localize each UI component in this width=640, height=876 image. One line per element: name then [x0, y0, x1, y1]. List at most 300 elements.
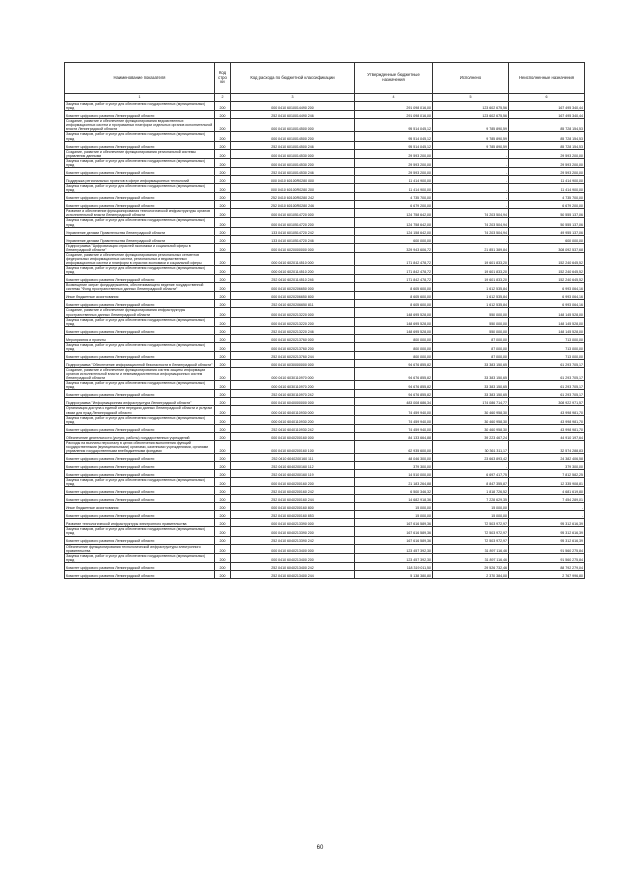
- cell-executed: 87 000,00: [433, 334, 509, 342]
- cell-name: Закупка товаров, работ и услуг для обеспечения государственных (муниципальных) нужд: [65, 158, 215, 167]
- cell-classification-code: 000 0410 6010014500 000: [231, 119, 355, 132]
- cell-line-code: 200: [215, 390, 231, 398]
- cell-executed: 87 000,00: [433, 342, 509, 351]
- cell-classification-code: 252 0410 6040213400 244: [231, 570, 355, 578]
- table-row: [65, 398, 585, 406]
- cell-classification-code: 000 0410 60100R0280 000: [231, 176, 355, 184]
- cell-classification-code: 000 0410 6020206650 800: [231, 292, 355, 300]
- table-row: [65, 193, 585, 201]
- cell-executed: 6 697 417,75: [433, 470, 509, 478]
- cell-approved: 167 616 589,36: [355, 536, 433, 544]
- cell-name: Закупка товаров, работ и услуг для обеспечения государственных (муниципальных) нужд: [65, 478, 215, 487]
- cell-unexecuted: 49 955 137,06: [509, 227, 585, 235]
- cell-executed: 33 383 150,65: [433, 368, 509, 381]
- cell-approved: 74 459 940,00: [355, 415, 433, 424]
- cell-line-code: 200: [215, 553, 231, 562]
- cell-executed: 33 383 150,65: [433, 390, 509, 398]
- cell-line-code: 200: [215, 360, 231, 368]
- table-row: [65, 218, 585, 227]
- cell-line-code: 200: [215, 570, 231, 578]
- cell-classification-code: 252 0410 6040213400 242: [231, 562, 355, 570]
- cell-line-code: 200: [215, 275, 231, 283]
- cell-executed: 15 000,00: [433, 511, 509, 519]
- cell-unexecuted: 95 312 616,39: [509, 527, 585, 536]
- table-row: [65, 283, 585, 292]
- cell-approved: 29 593 200,00: [355, 149, 433, 158]
- cell-classification-code: 252 0410 6040110930 242: [231, 424, 355, 432]
- cell-unexecuted: 148 145 528,00: [509, 317, 585, 326]
- cell-approved: 15 000,00: [355, 503, 433, 511]
- cell-name: Создание, развитие и обеспечение функционирования региональной системы управления данными: [65, 149, 215, 158]
- cell-line-code: 200: [215, 243, 231, 252]
- cell-approved: 94 676 855,82: [355, 360, 433, 368]
- cell-approved: 94 676 855,82: [355, 368, 433, 381]
- budget-report-page: [64, 62, 584, 579]
- cell-line-code: 200: [215, 398, 231, 406]
- cell-executed: 87 000,00: [433, 352, 509, 360]
- table-row: [65, 381, 585, 390]
- cell-approved: 124 758 642,00: [355, 218, 433, 227]
- cell-name: Закупка товаров, работ и услуг для обеспечения государственных (муниципальных) нужд: [65, 342, 215, 351]
- header-classification-code: Код расхода по бюджетной классификации: [231, 63, 355, 94]
- cell-approved: 291 098 016,00: [355, 111, 433, 119]
- table-row: [65, 536, 585, 544]
- cell-unexecuted: 61 293 705,17: [509, 381, 585, 390]
- cell-classification-code: 252 0410 6010014500 246: [231, 141, 355, 149]
- cell-unexecuted: 29 593 200,00: [509, 158, 585, 167]
- cell-classification-code: 000 0410 6010014530 000: [231, 149, 355, 158]
- cell-name: Иные бюджетные ассигнования: [65, 292, 215, 300]
- cell-unexecuted: -: [509, 511, 585, 519]
- cell-approved: 171 842 478,72: [355, 275, 433, 283]
- cell-classification-code: 000 0410 60100R0280 200: [231, 184, 355, 193]
- table-row: [65, 275, 585, 283]
- cell-approved: 21 183 264,88: [355, 478, 433, 487]
- cell-line-code: 200: [215, 381, 231, 390]
- cell-name: Мероприятия и проекты: [65, 334, 215, 342]
- cell-line-code: 200: [215, 352, 231, 360]
- table-row: [65, 209, 585, 218]
- cell-executed: 9 785 890,59: [433, 119, 509, 132]
- cell-approved: 600 000,00: [355, 235, 433, 243]
- cell-approved: 74 459 940,00: [355, 424, 433, 432]
- cell-classification-code: 000 0410 6040000000 000: [231, 398, 355, 406]
- cell-approved: 62 935 600,00: [355, 440, 433, 453]
- cell-name: Обеспечение функционирования технологической инфраструктуры электронного правительства: [65, 544, 215, 553]
- cell-unexecuted: 600 000,00: [509, 235, 585, 243]
- cell-classification-code: 252 0410 6040200160 242: [231, 487, 355, 495]
- cell-unexecuted: 29 593 200,00: [509, 149, 585, 158]
- cell-classification-code: 000 0410 6020213220 000: [231, 308, 355, 317]
- cell-executed: 1 612 535,84: [433, 283, 509, 292]
- cell-name: Комитет цифрового развития Ленинградской области: [65, 495, 215, 503]
- cell-line-code: 200: [215, 424, 231, 432]
- cell-line-code: 200: [215, 132, 231, 141]
- table-row: [65, 415, 585, 424]
- cell-classification-code: 000 0410 6020213220 200: [231, 317, 355, 326]
- cell-approved: 15 000,00: [355, 511, 433, 519]
- table-row: [65, 544, 585, 553]
- cell-executed: 33 383 150,65: [433, 360, 509, 368]
- cell-approved: 123 457 392,30: [355, 544, 433, 553]
- cell-classification-code: 000 0410 6020213760 000: [231, 334, 355, 342]
- cell-classification-code: 000 0410 6040110930 200: [231, 415, 355, 424]
- table-row: [65, 235, 585, 243]
- table-row: [65, 292, 585, 300]
- cell-line-code: 200: [215, 519, 231, 527]
- cell-classification-code: 252 0410 6040200160 112: [231, 462, 355, 470]
- cell-line-code: 200: [215, 487, 231, 495]
- cell-approved: 800 000,00: [355, 352, 433, 360]
- cell-name: Управление делами Правительства Ленинградской области: [65, 235, 215, 243]
- table-row: [65, 406, 585, 415]
- cell-approved: 124 758 642,00: [355, 209, 433, 218]
- cell-classification-code: 252 0410 6020213220 246: [231, 326, 355, 334]
- cell-name: Закупка товаров, работ и услуг для обеспечения государственных (муниципальных) нужд: [65, 102, 215, 111]
- cell-unexecuted: 95 312 616,39: [509, 536, 585, 544]
- cell-name: Создание, развитие и обеспечение функционирования региональных сегментов федеральных информационных систем, региональных и ведомственных информационных систем и платформ в отраслях экономики и социальной сферы: [65, 252, 215, 265]
- cell-line-code: 200: [215, 527, 231, 536]
- cell-name: Расходы на выплаты персоналу в целях обеспечения выполнения функций государственными (муниципальными) органами, казенными учреждениями, органами управления государственными внебюджетными фондами: [65, 440, 215, 453]
- cell-approved: 483 008 686,34: [355, 398, 433, 406]
- cell-classification-code: 000 0410 6010014530 200: [231, 158, 355, 167]
- cell-line-code: 200: [215, 503, 231, 511]
- cell-name: Комитет цифрового развития Ленинградской области: [65, 536, 215, 544]
- cell-line-code: 200: [215, 334, 231, 342]
- cell-name: Управление делами Правительства Ленинградской области: [65, 227, 215, 235]
- cell-executed: 72 503 972,97: [433, 527, 509, 536]
- cell-name: Комитет цифрового развития Ленинградской области: [65, 201, 215, 209]
- cell-executed: 123 602 675,56: [433, 102, 509, 111]
- cell-classification-code: 000 0410 6020206650 000: [231, 283, 355, 292]
- cell-approved: 8 605 600,00: [355, 283, 433, 292]
- cell-name: Подпрограмма "Информационная инфраструктура Ленинградской области": [65, 398, 215, 406]
- cell-name: Иные бюджетные ассигнования: [65, 503, 215, 511]
- cell-name: Подпрограмма "Цифровизация отраслей экономики и социальной сферы в Ленинградской области": [65, 243, 215, 252]
- cell-classification-code: 000 0410 6030110970 200: [231, 381, 355, 390]
- cell-approved: 6 500 346,32: [355, 487, 433, 495]
- table-row: [65, 570, 585, 578]
- cell-line-code: 200: [215, 342, 231, 351]
- cell-classification-code: 252 0410 6040213390 242: [231, 536, 355, 544]
- table-row: [65, 317, 585, 326]
- header-approved: Утвержденные бюджетные назначения: [355, 63, 433, 94]
- cell-line-code: 200: [215, 111, 231, 119]
- cell-approved: 95 514 045,12: [355, 132, 433, 141]
- cell-line-code: 200: [215, 470, 231, 478]
- cell-unexecuted: 11 414 900,00: [509, 176, 585, 184]
- cell-approved: 14 682 918,36: [355, 495, 433, 503]
- cell-classification-code: 000 0410 6020114510 200: [231, 266, 355, 275]
- table-row: [65, 503, 585, 511]
- cell-unexecuted: 43 998 981,70: [509, 424, 585, 432]
- cell-executed: 9 785 890,59: [433, 132, 509, 141]
- table-row: [65, 454, 585, 462]
- cell-approved: 48 046 300,00: [355, 454, 433, 462]
- cell-executed: -: [433, 462, 509, 470]
- cell-classification-code: 252 0410 6040200160 244: [231, 495, 355, 503]
- cell-unexecuted: 85 728 154,53: [509, 119, 585, 132]
- table-body: [65, 102, 585, 579]
- header-num: 1: [65, 94, 215, 102]
- cell-name: Обеспечение деятельности (услуги, работы) государственных учреждений: [65, 432, 215, 440]
- cell-executed: 30 460 958,30: [433, 406, 509, 415]
- header-num: 4: [355, 94, 433, 102]
- cell-name: Комитет цифрового развития Ленинградской области: [65, 111, 215, 119]
- cell-name: Комитет цифрового развития Ленинградской области: [65, 470, 215, 478]
- cell-line-code: 200: [215, 326, 231, 334]
- cell-name: Закупка товаров, работ и услуг для обеспечения государственных (муниципальных) нужд: [65, 317, 215, 326]
- cell-name: Организация доступа к единой сети передачи данных Ленинградской области и услугам связи для нужд Ленинградской области: [65, 406, 215, 415]
- cell-unexecuted: 713 000,00: [509, 334, 585, 342]
- cell-name: Закупка товаров, работ и услуг для обеспечения государственных (муниципальных) нужд: [65, 381, 215, 390]
- cell-unexecuted: 148 145 528,00: [509, 308, 585, 317]
- cell-name: Комитет цифрового развития Ленинградской области: [65, 462, 215, 470]
- cell-name: Комитет цифрового развития Ленинградской области: [65, 454, 215, 462]
- cell-classification-code: 252 0410 6020206650 811: [231, 300, 355, 308]
- cell-unexecuted: 50 555 137,06: [509, 209, 585, 218]
- cell-classification-code: 000 0410 6040213390 200: [231, 527, 355, 536]
- cell-executed: 123 602 675,56: [433, 111, 509, 119]
- cell-executed: 550 000,00: [433, 326, 509, 334]
- cell-executed: 1 612 535,84: [433, 292, 509, 300]
- cell-line-code: 200: [215, 292, 231, 300]
- cell-executed: 39 223 467,24: [433, 432, 509, 440]
- cell-executed: -: [433, 158, 509, 167]
- cell-unexecuted: 43 998 981,70: [509, 406, 585, 415]
- table-row: [65, 102, 585, 111]
- cell-executed: 19 601 833,20: [433, 275, 509, 283]
- cell-unexecuted: 379 300,00: [509, 462, 585, 470]
- cell-approved: 148 695 528,00: [355, 326, 433, 334]
- cell-unexecuted: -: [509, 503, 585, 511]
- table-row: [65, 184, 585, 193]
- cell-line-code: 200: [215, 300, 231, 308]
- cell-unexecuted: 7 454 289,01: [509, 495, 585, 503]
- cell-classification-code: 000 0410 6010014500 200: [231, 132, 355, 141]
- table-row: [65, 227, 585, 235]
- cell-unexecuted: 44 910 197,64: [509, 432, 585, 440]
- cell-unexecuted: 167 495 340,44: [509, 111, 585, 119]
- cell-executed: 174 086 714,77: [433, 398, 509, 406]
- cell-executed: -: [433, 149, 509, 158]
- cell-approved: 11 414 900,00: [355, 184, 433, 193]
- cell-unexecuted: 6 993 064,16: [509, 283, 585, 292]
- cell-line-code: 200: [215, 495, 231, 503]
- table-row: [65, 176, 585, 184]
- cell-classification-code: 252 0410 6030110970 242: [231, 390, 355, 398]
- cell-line-code: 200: [215, 317, 231, 326]
- cell-line-code: 200: [215, 562, 231, 570]
- cell-classification-code: 000 0410 6010514720 200: [231, 218, 355, 227]
- cell-line-code: 200: [215, 168, 231, 176]
- cell-classification-code: 000 0410 6040213390 000: [231, 519, 355, 527]
- cell-executed: 31 897 116,46: [433, 544, 509, 553]
- cell-approved: 118 319 011,50: [355, 562, 433, 570]
- table-row: [65, 243, 585, 252]
- cell-line-code: 200: [215, 511, 231, 519]
- cell-unexecuted: 12 335 908,81: [509, 478, 585, 487]
- table-row: [65, 440, 585, 453]
- cell-unexecuted: 91 560 275,84: [509, 544, 585, 553]
- header-unexecuted: Неисполненные назначения: [509, 63, 585, 94]
- budget-execution-table: [64, 62, 585, 579]
- header-name: Наименование показателя: [65, 63, 215, 94]
- table-row: [65, 300, 585, 308]
- header-num: 5: [433, 94, 509, 102]
- cell-approved: 329 943 606,72: [355, 243, 433, 252]
- cell-line-code: 200: [215, 406, 231, 415]
- cell-unexecuted: 11 414 900,00: [509, 184, 585, 193]
- cell-unexecuted: 152 240 645,52: [509, 252, 585, 265]
- cell-approved: 291 098 016,00: [355, 102, 433, 111]
- cell-classification-code: 000 0410 6020114510 000: [231, 252, 355, 265]
- cell-classification-code: 000 0410 6030110970 000: [231, 368, 355, 381]
- cell-classification-code: 252 0410 60100R0280 246: [231, 201, 355, 209]
- cell-approved: 800 000,00: [355, 342, 433, 351]
- cell-name: Комитет цифрового развития Ленинградской области: [65, 511, 215, 519]
- table-row: [65, 390, 585, 398]
- header-row: [65, 63, 585, 94]
- table-row: [65, 562, 585, 570]
- cell-executed: 31 897 116,46: [433, 553, 509, 562]
- cell-executed: 23 663 893,42: [433, 454, 509, 462]
- table-row: [65, 470, 585, 478]
- cell-executed: -: [433, 193, 509, 201]
- cell-executed: 19 601 833,20: [433, 266, 509, 275]
- cell-line-code: 200: [215, 235, 231, 243]
- cell-name: Комитет цифрового развития Ленинградской области: [65, 562, 215, 570]
- cell-executed: 74 203 504,94: [433, 227, 509, 235]
- cell-classification-code: 000 0410 6040200160 100: [231, 440, 355, 453]
- cell-executed: 8 847 355,87: [433, 478, 509, 487]
- cell-classification-code: 133 0410 6010514720 242: [231, 227, 355, 235]
- cell-unexecuted: 167 495 340,44: [509, 102, 585, 111]
- cell-unexecuted: 308 922 971,57: [509, 398, 585, 406]
- cell-classification-code: 252 0410 6010014490 246: [231, 111, 355, 119]
- header-number-row: [65, 94, 585, 102]
- table-row: [65, 334, 585, 342]
- cell-name: Закупка товаров, работ и услуг для обеспечения государственных (муниципальных) нужд: [65, 266, 215, 275]
- cell-line-code: 200: [215, 536, 231, 544]
- cell-name: Комитет цифрового развития Ленинградской области: [65, 300, 215, 308]
- table-row: [65, 553, 585, 562]
- cell-name: Комитет цифрового развития Ленинградской области: [65, 168, 215, 176]
- cell-name: Создание, развитие и обеспечение функционирования систем защиты информации органов исполнительной власти и немежведомственных информационных систем Ленинградской области: [65, 368, 215, 381]
- cell-line-code: 200: [215, 454, 231, 462]
- cell-approved: 171 842 478,72: [355, 266, 433, 275]
- cell-line-code: 200: [215, 102, 231, 111]
- cell-unexecuted: 308 092 537,68: [509, 243, 585, 252]
- cell-name: Развитие и обеспечение функционирования технологической инфраструктуры органов исполнительной власти Ленинградской области: [65, 209, 215, 218]
- cell-executed: 15 000,00: [433, 503, 509, 511]
- cell-executed: 74 203 504,94: [433, 218, 509, 227]
- table-row: [65, 342, 585, 351]
- cell-approved: 379 300,00: [355, 462, 433, 470]
- cell-approved: 94 676 855,82: [355, 390, 433, 398]
- cell-unexecuted: 6 679 200,00: [509, 201, 585, 209]
- header-num: 2: [215, 94, 231, 102]
- cell-executed: -: [433, 201, 509, 209]
- table-row: [65, 527, 585, 536]
- cell-classification-code: 000 0410 6030000000 000: [231, 360, 355, 368]
- cell-unexecuted: 152 240 645,52: [509, 266, 585, 275]
- cell-line-code: 200: [215, 176, 231, 184]
- cell-approved: 29 593 200,00: [355, 158, 433, 167]
- cell-approved: 84 133 664,88: [355, 432, 433, 440]
- table-row: [65, 360, 585, 368]
- cell-unexecuted: 50 555 137,06: [509, 218, 585, 227]
- cell-name: Закупка товаров, работ и услуг для обеспечения государственных (муниципальных) нужд: [65, 184, 215, 193]
- cell-unexecuted: 43 998 981,70: [509, 415, 585, 424]
- cell-line-code: 200: [215, 462, 231, 470]
- cell-executed: 7 228 629,35: [433, 495, 509, 503]
- table-row: [65, 326, 585, 334]
- cell-name: Комитет цифрового развития Ленинградской области: [65, 424, 215, 432]
- cell-approved: 95 514 045,12: [355, 119, 433, 132]
- cell-line-code: 200: [215, 432, 231, 440]
- table-row: [65, 308, 585, 317]
- cell-executed: 30 361 311,17: [433, 440, 509, 453]
- cell-classification-code: 000 0410 6040200160 000: [231, 432, 355, 440]
- cell-executed: 19 601 833,20: [433, 252, 509, 265]
- cell-name: Комитет цифрового развития Ленинградской области: [65, 487, 215, 495]
- table-row: [65, 266, 585, 275]
- cell-approved: 29 593 200,00: [355, 168, 433, 176]
- header-executed: Исполнено: [433, 63, 509, 94]
- cell-name: Комитет цифрового развития Ленинградской области: [65, 275, 215, 283]
- cell-executed: -: [433, 184, 509, 193]
- cell-approved: 14 510 000,00: [355, 470, 433, 478]
- cell-executed: -: [433, 235, 509, 243]
- cell-unexecuted: 95 312 616,39: [509, 519, 585, 527]
- cell-executed: 21 851 389,84: [433, 243, 509, 252]
- cell-name: Комитет цифрового развития Ленинградской области: [65, 326, 215, 334]
- cell-approved: 124 158 642,00: [355, 227, 433, 235]
- cell-name: Комитет цифрового развития Ленинградской области: [65, 390, 215, 398]
- table-row: [65, 424, 585, 432]
- cell-unexecuted: 6 993 064,16: [509, 292, 585, 300]
- table-row: [65, 132, 585, 141]
- cell-unexecuted: 713 000,00: [509, 352, 585, 360]
- cell-line-code: 200: [215, 283, 231, 292]
- cell-unexecuted: 61 293 705,17: [509, 360, 585, 368]
- cell-name: Комитет цифрового развития Ленинградской области: [65, 193, 215, 201]
- cell-unexecuted: 61 293 705,17: [509, 368, 585, 381]
- cell-classification-code: 000 0410 6040200160 200: [231, 478, 355, 487]
- cell-line-code: 200: [215, 209, 231, 218]
- cell-classification-code: 000 0410 6040200160 800: [231, 503, 355, 511]
- cell-unexecuted: 713 000,00: [509, 342, 585, 351]
- cell-line-code: 200: [215, 308, 231, 317]
- table-row: [65, 352, 585, 360]
- cell-name: Закупка товаров, работ и услуг для обеспечения государственных (муниципальных) нужд: [65, 415, 215, 424]
- cell-approved: 148 695 528,00: [355, 317, 433, 326]
- cell-name: Закупка товаров, работ и услуг для обеспечения государственных (муниципальных) нужд: [65, 132, 215, 141]
- cell-classification-code: 252 0410 6040200160 111: [231, 454, 355, 462]
- cell-classification-code: 252 0410 60100R0280 242: [231, 193, 355, 201]
- cell-unexecuted: 85 728 154,53: [509, 141, 585, 149]
- cell-approved: 167 616 589,36: [355, 519, 433, 527]
- cell-unexecuted: 4 735 700,00: [509, 193, 585, 201]
- cell-classification-code: 133 0410 6010514720 246: [231, 235, 355, 243]
- cell-unexecuted: 88 792 279,04: [509, 562, 585, 570]
- cell-classification-code: 252 0410 6040200160 853: [231, 511, 355, 519]
- cell-line-code: 200: [215, 227, 231, 235]
- cell-classification-code: 252 0410 6010014530 246: [231, 168, 355, 176]
- cell-approved: 148 695 528,00: [355, 308, 433, 317]
- cell-executed: 72 503 972,97: [433, 519, 509, 527]
